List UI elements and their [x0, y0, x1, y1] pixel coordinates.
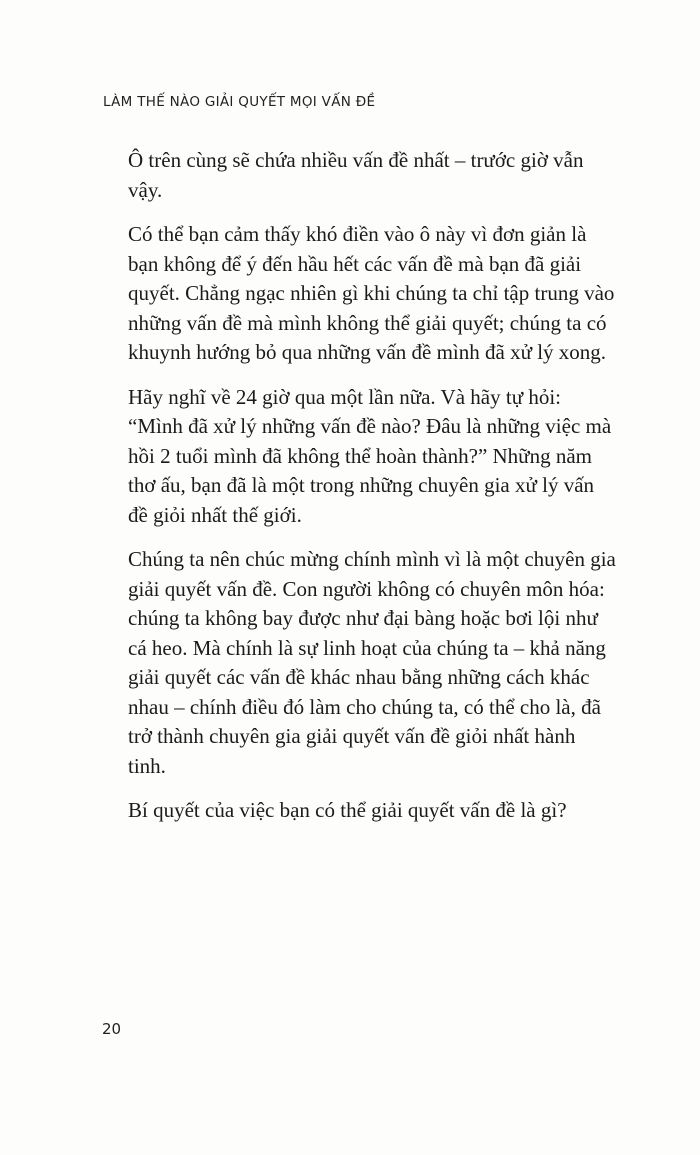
- paragraph: Ô trên cùng sẽ chứa nhiều vấn đề nhất – trước giờ vẫn vậy.: [128, 148, 584, 202]
- page-number: 20: [102, 1020, 122, 1038]
- paragraph: Bí quyết của việc bạn có thể giải quyết vấn đề là gì?: [128, 798, 567, 822]
- body-text: [128, 146, 618, 841]
- running-header: LÀM THẾ NÀO GIẢI QUYẾT MỌI VẤN ĐỀ: [103, 94, 376, 110]
- paragraph: Chúng ta nên chúc mừng chính mình vì là một chuyên gia giải quyết vấn đề. Con người không có chuyên môn hóa: chúng ta không bay được như đại bàng hoặc bơi lội như cá heo. Mà chính là sự linh hoạt của chúng ta – khả năng giải quyết các vấn đề khác nhau bằng những cách khác nhau – chính điều đó làm cho chúng ta, có thể cho là, đã trở thành chuyên gia giải quyết vấn đề giỏi nhất hành tinh.: [128, 547, 616, 778]
- paragraph: Hãy nghĩ về 24 giờ qua một lần nữa. Và hãy tự hỏi: “Mình đã xử lý những vấn đề nào? Đâu là những việc mà hồi 2 tuổi mình đã không thể hoàn thành?” Những năm thơ ấu, bạn đã là một trong những chuyên gia xử lý vấn đề giỏi nhất thế giới.: [128, 384, 612, 527]
- paragraph: Có thể bạn cảm thấy khó điền vào ô này vì đơn giản là bạn không để ý đến hầu hết các vấn đề mà bạn đã giải quyết. Chẳng ngạc nhiên gì khi chúng ta chỉ tập trung vào những vấn đề mà mình không thể giải quyết; chúng ta có khuynh hướng bỏ qua những vấn đề mình đã xử lý xong.: [128, 222, 615, 364]
